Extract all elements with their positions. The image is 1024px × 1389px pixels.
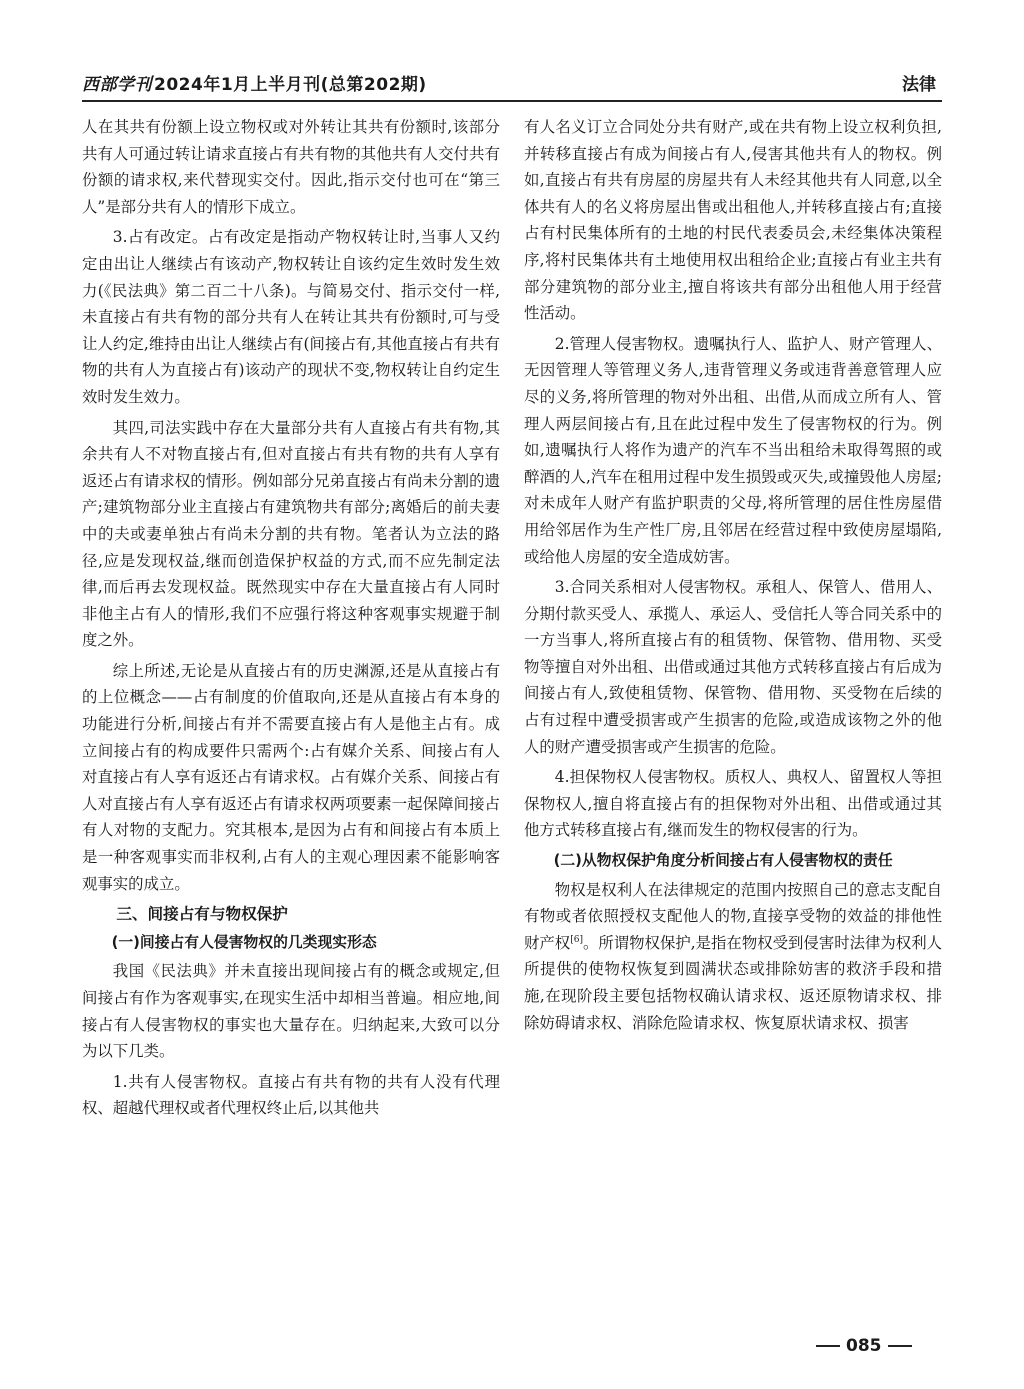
paragraph [82,415,500,654]
paragraph-text: 1.共有人侵害物权。直接占有共有物的共有人没有代理权、超越代理权或者代理权终止后,以其他共 [82,1072,500,1118]
paragraph [82,224,500,410]
citation-ref: [6] [570,934,583,945]
section-label: 法律 [902,75,936,95]
subsection-heading [82,930,500,957]
paragraph [524,877,942,1037]
paragraph [524,764,942,844]
page-footer [810,1336,950,1356]
page-number: 085 [846,1336,882,1356]
paragraph-text: (二)从物权保护角度分析间接占有人侵害物权的责任 [553,852,893,870]
paragraph-text: 3.占有改定。占有改定是指动产物权转让时,当事人又约定由出让人继续占有该动产,物权转让自该约定生效时发生效力(《民法典》第二百二十八条)。与简易交付、指示交付一样,未直接占有共有物的部分共有人在转让其共有份额时,可与受让人约定,维持由出让人继续占有(间接占有,其他直接占有共有物的共有人为直接占有)该动产的现状不变,物权转让自约定生效时发生效力。 [82,228,500,406]
paragraph-text: 我国《民法典》并未直接出现间接占有的概念或规定,但间接占有作为客观事实,在现实生活中却相当普遍。相应地,间接占有人侵害物权的事实也大量存在。归纳起来,大致可以分为以下几类。 [82,962,500,1061]
paragraph-text: 其四,司法实践中存在大量部分共有人直接占有共有物,其余共有人不对物直接占有,但对直接占有共有物的共有人享有返还占有请求权的情形。例如部分兄弟直接占有尚未分割的遗产;建筑物部分业主直接占有建筑物共有部分;离婚后的前夫妻中的夫或妻单独占有尚未分割的共有物。笔者认为立法的路径,应是发现权益,继而创造保护权益的方式,而不应先制定法律,而后再去发现权益。既然现实中存在大量直接占有人同时非他主占有人的情形,我们不应强行将这种客观事实规避于制度之外。 [82,418,500,650]
paragraph [524,331,942,570]
issue-text: 2024年1月上半月刊(总第202期) [154,75,427,95]
paragraph-continued [524,114,942,327]
paragraph-text: 。所谓物权保护,是指在物权受到侵害时法律为权利人所提供的使物权恢复到圆满状态或排除妨害的救济手段和措施,在现阶段主要包括物权确认请求权、返还原物请求权、排除妨碍请求权、消除危险请求权、恢复原状请求权、损害 [524,933,942,1032]
paragraph-text: 有人名义订立合同处分共有财产,或在共有物上设立权利负担,并转移直接占有成为间接占有人,侵害其他共有人的物权。例如,直接占有共有房屋的房屋共有人未经其他共有人同意,以全体共有人的名义将房屋出售或出租他人,并转移直接占有;直接占有村民集体所有的土地的村民代表委员会,未经集体决策程序,将村民集体共有土地使用权出租给企业;直接占有业主共有部分建筑物的部分业主,擅自将该共有部分出租他人用于经营性活动。 [524,118,942,323]
left-column [82,114,500,1126]
paragraph-text: 4.担保物权人侵害物权。质权人、典权人、留置权人等担保物权人,擅自将直接占有的担保物对外出租、出借或通过其他方式转移直接占有,继而发生的物权侵害的行为。 [524,768,942,840]
paragraph [82,1069,500,1122]
paragraph [82,658,500,897]
paragraph-text: 3.合同关系相对人侵害物权。承租人、保管人、借用人、分期付款买受人、承揽人、承运人、受信托人等合同关系中的一方当事人,将所直接占有的租赁物、保管物、借用物、买受物等擅自对外出租、出借或通过其他方式转移直接占有后成为间接占有人,致使租赁物、保管物、借用物、买受物在后续的占有过程中遭受损害或产生损害的危险,或造成该物之外的他人的财产遭受损害或产生损害的危险。 [524,578,942,756]
footer-dash-right [888,1345,912,1347]
paragraph-text: (一)间接占有人侵害物权的几类现实形态 [111,933,377,951]
section-heading [82,901,500,928]
paragraph-continued [82,114,500,220]
paragraph [524,574,942,760]
paragraph-text: 三、间接占有与物权保护 [116,905,288,924]
subsection-heading [524,848,942,875]
journal-issue [82,70,427,95]
paragraph-text: 2.管理人侵害物权。遗嘱执行人、监护人、财产管理人、无因管理人等管理义务人,违背管理义务或违背善意管理人应尽的义务,将所管理的物对外出租、出借,从而成立所有人、管理人两层间接占有,且在此过程中发生了侵害物权的行为。例如,遗嘱执行人将作为遗产的汽车不当出租给未取得驾照的或醉酒的人,汽车在租用过程中发生损毁或灭失,或撞毁他人房屋;对未成年人财产有监护职责的父母,将所管理的居住性房屋借用给邻居作为生产性厂房,且邻居在经营过程中致使房屋塌陷,或给他人房屋的安全造成妨害。 [524,334,942,566]
footer-dash-left [816,1345,840,1347]
paragraph-text: 物权是权利人在法律规定的范围内按照自己的意志支配自有物或者依照授权支配他人的物,直接享受物的效益的排他性财产权 [524,880,942,952]
paragraph-text: 人在其共有份额上设立物权或对外转让其共有份额时,该部分共有人可通过转让请求直接占有共有物的其他共有人交付共有份额的请求权,来代替现实交付。因此,指示交付也可在“第三人”是部分共有人的情形下成立。 [82,118,500,216]
journal-logo: 西部学刊 [82,75,152,95]
paragraph-text: 综上所述,无论是从直接占有的历史渊源,还是从直接占有的上位概念——占有制度的价值取向,还是从直接占有本身的功能进行分析,间接占有并不需要直接占有人是他主占有。成立间接占有的构成要件只需两个:占有媒介关系、间接占有人对直接占有人享有返还占有请求权。占有媒介关系、间接占有人对直接占有人享有返还占有请求权两项要素一起保障间接占有人对物的支配力。究其根本,是因为占有和间接占有本质上是一种客观事实而非权利,占有人的主观心理因素不能影响客观事实的成立。 [82,661,500,893]
right-column [524,114,942,1040]
paragraph [82,958,500,1064]
running-header [82,66,942,102]
